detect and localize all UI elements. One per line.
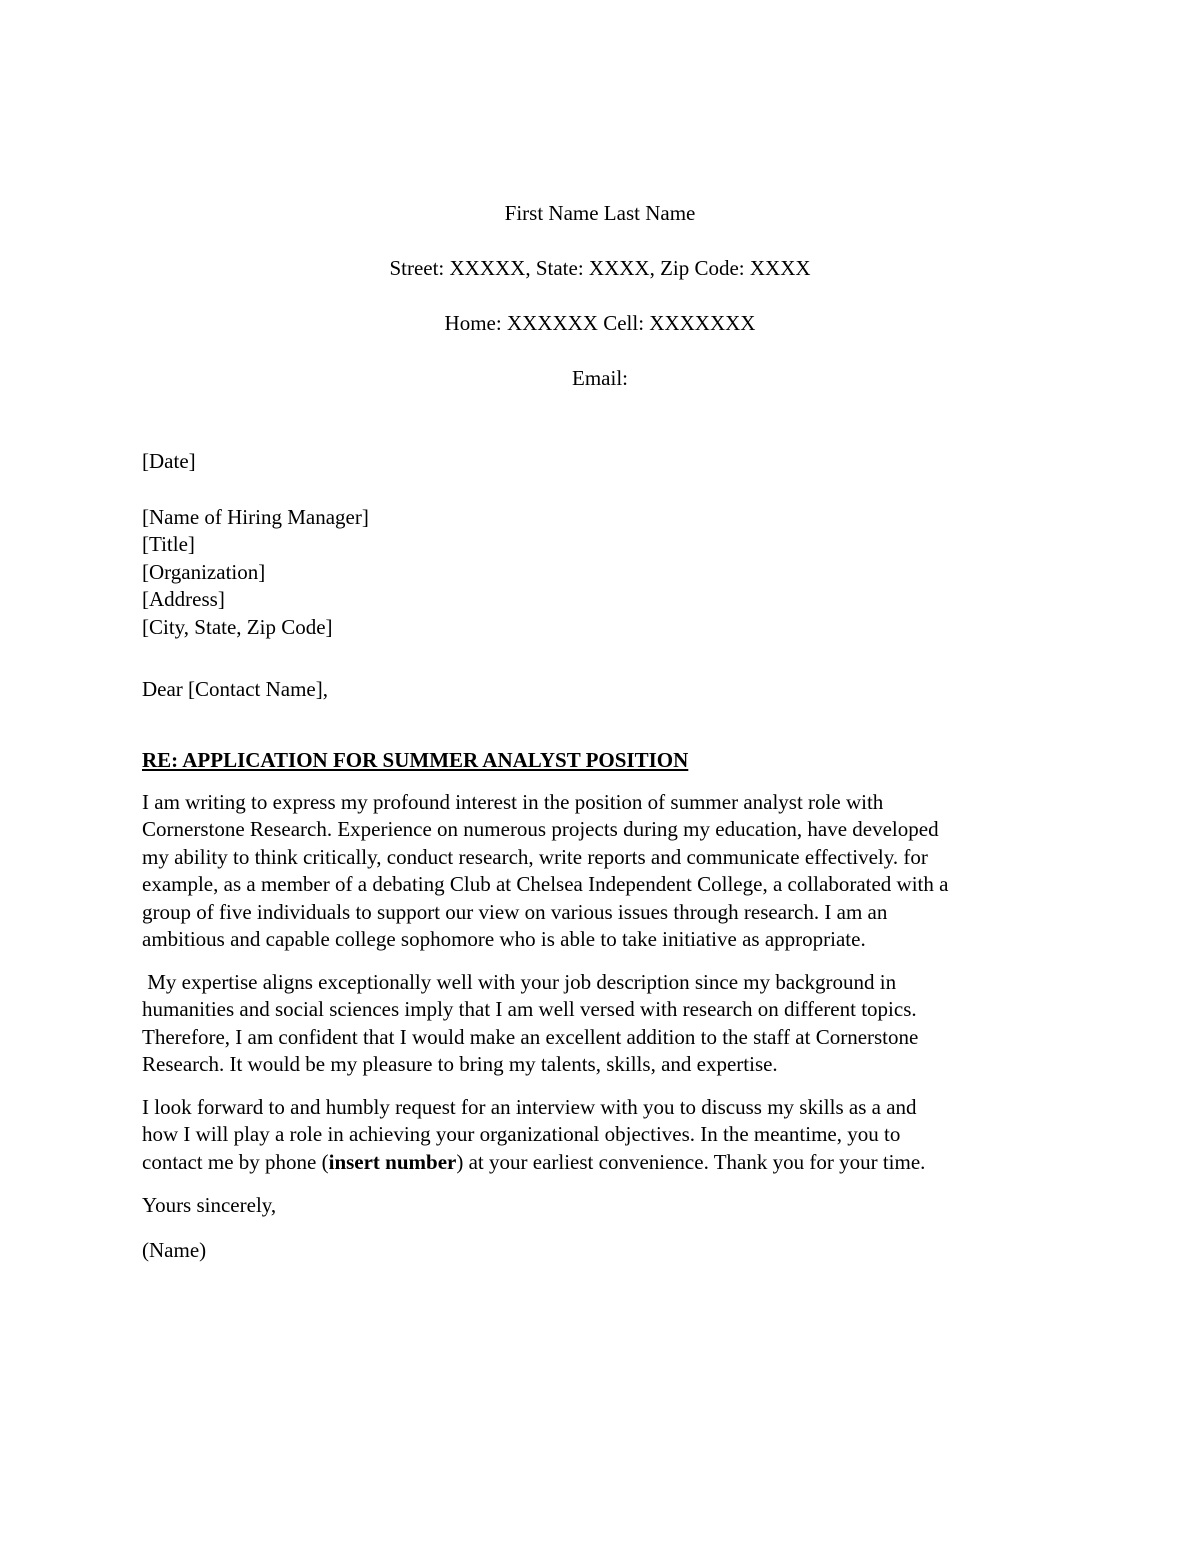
paragraph-request [142, 1094, 1062, 1176]
paragraph-line: My expertise aligns exceptionally well with your job description since my background in [142, 970, 897, 994]
salutation-text: Dear [Contact Name], [142, 677, 328, 701]
sender-email: Email: [572, 366, 628, 390]
date-text: [Date] [142, 449, 196, 473]
paragraph-line: I look forward to and humbly request for an interview with you to discuss my skills as a and [142, 1095, 917, 1119]
paragraph-line: group of five individuals to support our view on various issues through research. I am an [142, 899, 888, 924]
sender-address: Street: XXXXX, State: XXXX, Zip Code: XXXX [389, 256, 811, 280]
recipient-title: [Title] [142, 532, 195, 557]
paragraph-line-contact [142, 1149, 1062, 1176]
paragraph-line: Cornerstone Research. Experience on numerous projects during my education, have developed [142, 817, 939, 842]
paragraph-line: I am writing to express my profound interest in the position of summer analyst role with [142, 790, 884, 814]
signature [142, 1237, 1062, 1264]
paragraph-line: humanities and social sciences imply that I am well versed with research on different topics. [142, 997, 917, 1022]
paragraph-expertise [142, 969, 1062, 1079]
closing [142, 1192, 1062, 1219]
phone-placeholder: insert number [328, 1149, 457, 1174]
sender-name: First Name Last Name [504, 201, 696, 225]
sender-phone: Home: XXXXXX Cell: XXXXXXX [444, 311, 756, 335]
paragraph-line: Therefore, I am confident that I would make an excellent addition to the staff at Cornerstone [142, 1024, 919, 1049]
paragraph-line: my ability to think critically, conduct research, write reports and communicate effectively. for [142, 844, 928, 869]
subject-text: RE: APPLICATION FOR SUMMER ANALYST POSITION [142, 748, 689, 772]
closing-text: Yours sincerely, [142, 1193, 277, 1217]
recipient-city-state-zip: [City, State, Zip Code] [142, 614, 333, 639]
signature-text: (Name) [142, 1238, 207, 1262]
paragraph-line: example, as a member of a debating Club at Chelsea Independent College, a collaborated with a [142, 872, 949, 897]
letter-date [142, 448, 1062, 475]
recipient-name: [Name of Hiring Manager] [142, 505, 369, 529]
paragraph-line: Research. It would be my pleasure to bring my talents, skills, and expertise. [142, 1052, 778, 1077]
recipient-block [142, 504, 1062, 641]
contact-text-before: contact me by phone ( [142, 1149, 329, 1174]
paragraph-line: how I will play a role in achieving your organizational objectives. In the meantime, you to [142, 1122, 901, 1147]
salutation [142, 676, 1062, 703]
contact-text-after: ) at your earliest convenience. Thank you for your time. [456, 1149, 926, 1174]
paragraph-interest [142, 789, 1062, 953]
recipient-organization: [Organization] [142, 559, 266, 584]
paragraph-line: ambitious and capable college sophomore who is able to take initiative as appropriate. [142, 927, 866, 952]
subject-heading [142, 747, 1062, 774]
recipient-address: [Address] [142, 587, 225, 612]
